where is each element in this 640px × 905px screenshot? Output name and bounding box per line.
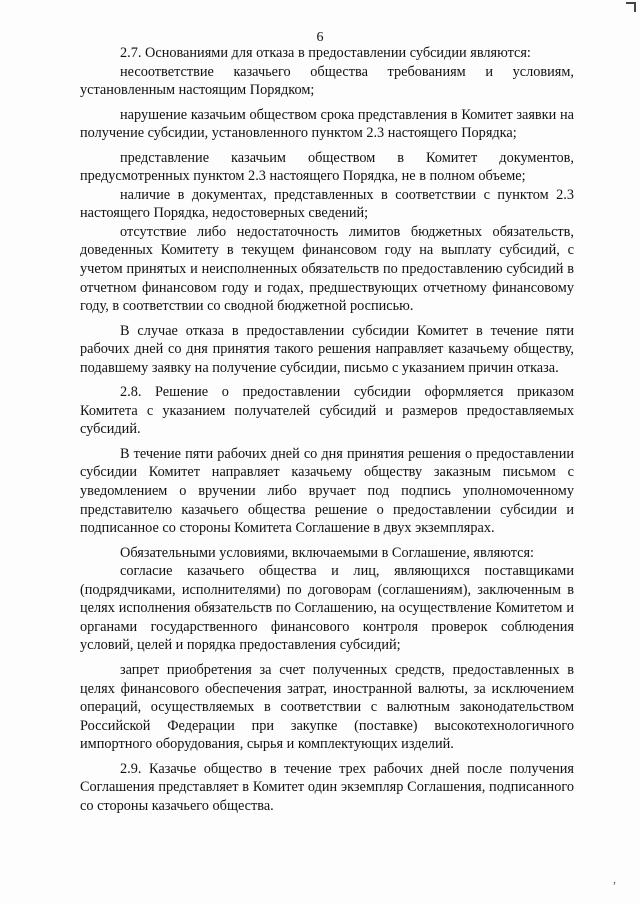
scan-speck: ,	[613, 872, 616, 886]
paragraph-ground-5: отсутствие либо недостаточность лимитов бюджетных обязательств, доведенных Комитету в текущем финансовом году на выплату субсидий, с учетом принятых и неисполненных обязательств по предоставлению субсидий в отчетном финансовом году и годах, предшествующих отчетному финансовому году, в соответствии со сводной бюджетной росписью.	[80, 223, 574, 315]
document-body	[80, 44, 574, 815]
page-number: 6	[316, 30, 324, 45]
scan-corner-mark	[626, 2, 636, 12]
paragraph-ground-3: представление казачьим обществом в Комитет документов, предусмотренных пунктом 2.3 настоящего Порядка, не в полном объеме;	[80, 149, 574, 185]
paragraph-condition-currency-ban: запрет приобретения за счет полученных средств, предоставленных в целях финансового обеспечения затрат, иностранной валюты, за исключением операций, осуществляемых в соответствии с валютным законодательством Российской Федерации при закупке (поставке) высокотехнологичного импортного оборудования, сырья и комплектующих изделий.	[80, 661, 574, 753]
paragraph-ground-1: несоответствие казачьего общества требованиям и условиям, установленным настоящим Порядком;	[80, 63, 574, 99]
paragraph-ground-2: нарушение казачьим обществом срока представления в Комитет заявки на получение субсидии, установленного пунктом 2.3 настоящего Порядка;	[80, 106, 574, 142]
paragraph-condition-consent: согласие казачьего общества и лиц, являющихся поставщиками (подрядчиками, исполнителями) по договорам (соглашениям), заключенным в целях исполнения обязательств по Соглашению, на осуществление Комитетом и органами государственного финансового контроля проверок соблюдения условий, целей и порядка предоставления субсидий;	[80, 563, 574, 654]
paragraph-decision-delivery: В течение пяти рабочих дней со дня принятия решения о предоставлении субсидии Комитет направляет казачьему обществу заказным письмом с уведомлением о вручении либо вручает под подпись уполномоченному представителю казачьего общества решение о предоставлении субсидии и подписанное со стороны Комитета Соглашение в двух экземплярах.	[80, 445, 574, 537]
paragraph-2-7-heading: 2.7. Основаниями для отказа в предоставлении субсидии являются:	[120, 45, 531, 61]
paragraph-ground-4: наличие в документах, представленных в соответствии с пунктом 2.3 настоящего Порядка, недостоверных сведений;	[80, 186, 574, 222]
paragraph-2-9: 2.9. Казачье общество в течение трех рабочих дней после получения Соглашения представляет в Комитет один экземпляр Соглашения, подписанного со стороны казачьего общества.	[80, 760, 574, 814]
paragraph-mandatory-conditions: Обязательными условиями, включаемыми в Соглашение, являются:	[120, 544, 535, 561]
paragraph-refusal-notice: В случае отказа в предоставлении субсидии Комитет в течение пяти рабочих дней со дня принятия такого решения направляет казачьему обществу, подавшему заявку на получение субсидии, письмо с указанием причин отказа.	[80, 322, 574, 376]
paragraph-2-8: 2.8. Решение о предоставлении субсидии оформляется приказом Комитета с указанием получателей субсидий и размеров предоставляемых субсидий.	[80, 384, 574, 438]
